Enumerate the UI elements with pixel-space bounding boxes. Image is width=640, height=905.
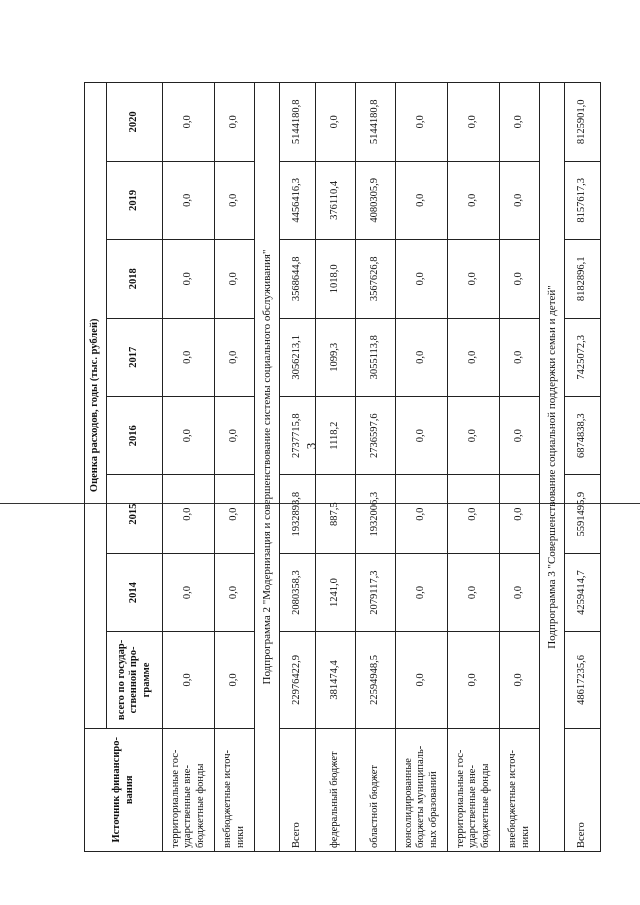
year-value-cell: 4456416,3	[280, 161, 316, 239]
year-value-cell: 0,0	[215, 475, 255, 553]
total-cell: 22594948,5	[356, 632, 396, 728]
year-value-cell: 0,0	[448, 318, 500, 396]
year-value-cell: 3567626,8	[356, 240, 396, 318]
year-value-cell: 8125901,0	[565, 83, 601, 162]
year-value-cell: 5144180,8	[356, 83, 396, 162]
header-total: всего по государ-ственной про-грамме	[107, 632, 163, 728]
year-value-cell: 1099,3	[316, 318, 356, 396]
year-value-cell: 0,0	[215, 396, 255, 474]
header-year: 2016	[107, 396, 163, 474]
year-value-cell: 5591495,9	[565, 475, 601, 553]
header-estimate: Оценка расходов, годы (тыс. рублей)	[85, 83, 107, 729]
header-year: 2019	[107, 161, 163, 239]
table-row	[396, 83, 448, 852]
year-value-cell: 0,0	[163, 240, 215, 318]
year-value-cell: 4259414,7	[565, 553, 601, 631]
source-cell: Всего	[280, 728, 316, 851]
year-value-cell: 0,0	[215, 318, 255, 396]
year-value-cell: 1241,0	[316, 553, 356, 631]
year-value-cell: 0,0	[163, 161, 215, 239]
total-cell: 0,0	[448, 632, 500, 728]
source-cell: территориальные гос-ударственные вне-бюджетные фонды	[448, 728, 500, 851]
year-value-cell: 1932893,8	[280, 475, 316, 553]
year-value-cell: 0,0	[500, 161, 540, 239]
year-value-cell: 3568644,8	[280, 240, 316, 318]
source-cell: внебюджетные источ-ники	[215, 728, 255, 851]
total-cell: 0,0	[396, 632, 448, 728]
year-value-cell: 1118,2	[316, 396, 356, 474]
year-value-cell: 0,0	[448, 553, 500, 631]
table-row	[316, 83, 356, 852]
total-cell: 0,0	[500, 632, 540, 728]
header-year: 2018	[107, 240, 163, 318]
year-value-cell: 0,0	[396, 396, 448, 474]
header-year: 2020	[107, 83, 163, 162]
year-value-cell: 4080305,9	[356, 161, 396, 239]
year-value-cell: 2079117,3	[356, 553, 396, 631]
source-cell: консолидированные бюджеты муниципаль-ных образований	[396, 728, 448, 851]
header-year: 2014	[107, 553, 163, 631]
year-value-cell: 0,0	[500, 396, 540, 474]
year-value-cell: 0,0	[396, 83, 448, 162]
header-source: Источник финансиро-вания	[85, 728, 163, 851]
year-value-cell: 887,5	[316, 475, 356, 553]
table-body	[163, 83, 601, 852]
year-value-cell: 1932006,3	[356, 475, 396, 553]
year-value-cell: 0,0	[500, 475, 540, 553]
year-value-cell: 0,0	[215, 240, 255, 318]
year-value-cell: 0,0	[500, 83, 540, 162]
subprogram-title: Подпрограмма 3 "Совершенствование социальной поддержки семьи и детей"	[540, 83, 565, 852]
year-value-cell: 0,0	[500, 240, 540, 318]
total-cell: 0,0	[215, 632, 255, 728]
year-value-cell: 0,0	[163, 83, 215, 162]
year-value-cell: 376110,4	[316, 161, 356, 239]
year-value-cell: 0,0	[500, 553, 540, 631]
year-value-cell: 5144180,8	[280, 83, 316, 162]
year-value-cell: 0,0	[448, 83, 500, 162]
total-cell: 48617235,6	[565, 632, 601, 728]
year-value-cell: 0,0	[215, 553, 255, 631]
total-cell: 0,0	[163, 632, 215, 728]
year-value-cell: 0,0	[448, 396, 500, 474]
total-cell: 381474,4	[316, 632, 356, 728]
page-number: 3	[303, 442, 319, 450]
table-row	[565, 83, 601, 852]
table-row	[163, 83, 215, 852]
year-value-cell: 0,0	[215, 83, 255, 162]
source-cell: федеральный бюджет	[316, 728, 356, 851]
source-cell: территориальные гос-ударственные вне-бюджетные фонды	[163, 728, 215, 851]
table-row	[448, 83, 500, 852]
subprogram-title: Подпрограмма 2 "Модернизация и совершенствование системы социального обслуживания"	[255, 83, 280, 852]
year-value-cell: 0,0	[163, 396, 215, 474]
year-value-cell: 0,0	[448, 161, 500, 239]
year-value-cell: 0,0	[396, 318, 448, 396]
year-value-cell: 2736597,6	[356, 396, 396, 474]
header-year: 2015	[107, 475, 163, 553]
year-value-cell: 1018,0	[316, 240, 356, 318]
year-value-cell: 0,0	[396, 553, 448, 631]
year-value-cell: 0,0	[163, 475, 215, 553]
total-cell: 22976422,9	[280, 632, 316, 728]
year-value-cell: 0,0	[163, 553, 215, 631]
year-value-cell: 6874838,3	[565, 396, 601, 474]
subprogram-row	[255, 83, 280, 852]
year-value-cell: 0,0	[215, 161, 255, 239]
subprogram-row	[540, 83, 565, 852]
year-value-cell: 2737715,8	[280, 396, 316, 474]
year-value-cell: 3055113,8	[356, 318, 396, 396]
year-value-cell: 0,0	[396, 475, 448, 553]
table-row	[356, 83, 396, 852]
year-value-cell: 0,0	[448, 240, 500, 318]
year-value-cell: 2080358,3	[280, 553, 316, 631]
year-value-cell: 3056213,1	[280, 318, 316, 396]
source-cell: Всего	[565, 728, 601, 851]
source-cell: областной бюджет	[356, 728, 396, 851]
year-value-cell: 0,0	[396, 240, 448, 318]
year-value-cell: 8182896,1	[565, 240, 601, 318]
year-value-cell: 0,0	[396, 161, 448, 239]
table-row	[215, 83, 255, 852]
year-value-cell: 0,0	[448, 475, 500, 553]
table-row	[500, 83, 540, 852]
year-value-cell: 7425072,3	[565, 318, 601, 396]
rotated-table-container	[84, 82, 594, 852]
financing-table	[84, 82, 601, 852]
year-value-cell: 0,0	[163, 318, 215, 396]
table-row	[280, 83, 316, 852]
header-year: 2017	[107, 318, 163, 396]
year-value-cell: 8157617,3	[565, 161, 601, 239]
year-value-cell: 0,0	[500, 318, 540, 396]
source-cell: внебюджетные источ-ники	[500, 728, 540, 851]
year-value-cell: 0,0	[316, 83, 356, 162]
